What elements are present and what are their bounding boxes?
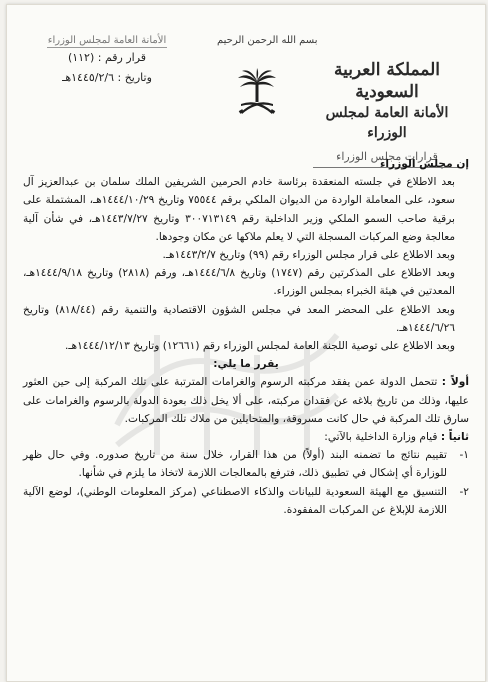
clause-first-text: تتحمل الدولة عمن يفقد مركبته الرسوم والغرامات المترتبة على تلك المركبة إلى حين العثور عليها، وذلك من تاريخ بلاغه عن فقدان مركبته، على ألا يخل ذلك بعودة الدولة بالرسوم والغرامات على سارق تلك المركبة في حال كانت مسروقة، والمتحايلين من ملاك تلك المركبات. (23, 376, 469, 425)
palm-and-swords-icon (217, 68, 297, 120)
paragraph-1: بعد الاطلاع في جلسته المنعقدة برئاسة خادم الحرمين الشريفين الملك سلمان بن عبدالعزيز آل سعود، على المعاملة الواردة من الديوان الملكي برقم ٧٥٥٤٤ وتاريخ ١٤٤٤/١٠/٢٩هـ، المشتملة على برقية صاحب السمو الملكي وزير الداخلية رقم ٣٠٠٧١٣١٤٩ وتاريخ ١٤٤٣/٧/٢٧هـ، في شأن آلية معالجة وضع المركبات المسجلة التي لا يعلم ملاكها عن مكان وجودها. (23, 176, 456, 243)
clause-first-label: أولاً : (441, 376, 469, 389)
letterhead-center (217, 35, 318, 120)
opening-line: إن مجلس الوزراء (379, 158, 469, 170)
list-item (23, 483, 469, 519)
letterhead-left (47, 35, 167, 88)
decision-date: وتاريخ : ١٤٤٥/٢/٦هـ (62, 71, 152, 84)
list-item-text: تقييم نتائج ما تضمنه البند (أولاً) من هذا القرار، خلال سنة من تاريخ صدوره. وفي حال ظهر للوزارة أي إشكال في تطبيق ذلك، فترفع بالمعالجات اللازمة لاتخاذ ما يلزم في شأنها. (23, 449, 447, 480)
decision-number: قرار رقم : (١١٢) (67, 51, 147, 64)
paragraph-2: وبعد الاطلاع على قرار مجلس الوزراء رقم (٩٩) وتاريخ ١٤٤٣/٢/٧هـ. (162, 249, 455, 262)
secretariat-name: الأمانة العامة لمجلس الوزراء (325, 105, 449, 141)
secretariat-faint: الأمانة العامة لمجلس الوزراء (47, 35, 167, 46)
list-item-number: ١- (459, 449, 469, 462)
bismillah: بسم الله الرحمن الرحيم (217, 35, 318, 46)
letterhead-right (307, 59, 467, 168)
list-item (23, 446, 469, 482)
paragraph-3: وبعد الاطلاع على المذكرتين رقم (١٧٤٧) وتاريخ ١٤٤٤/٦/٨هـ، ورقم (٢٨١٨) وتاريخ ١٤٤٤/٩/١٨هـ، المعدتين في هيئة الخبراء بمجلس الوزراء. (23, 267, 455, 298)
decides-heading: يقرر ما يلي: (213, 358, 279, 371)
clause-second (23, 428, 469, 446)
paragraph-5: وبعد الاطلاع على توصية اللجنة العامة لمجلس الوزراء رقم (١٢٦٦١) وتاريخ ١٤٤٤/١٢/١٣هـ. (65, 340, 455, 353)
clause-first (23, 373, 469, 428)
document-body (23, 155, 469, 519)
paragraph-4: وبعد الاطلاع على المحضر المعد في مجلس الشؤون الاقتصادية والتنمية رقم (٨١٨/٤٤) وتاريخ ١٤٤٤/٦/٢٦هـ. (23, 303, 455, 334)
decision-document (6, 4, 486, 682)
list-item-number: ٢- (459, 485, 469, 498)
kingdom-name: المملكة العربية السعودية (333, 60, 441, 102)
list-item-text: التنسيق مع الهيئة السعودية للبيانات والذكاء الاصطناعي (مركز المعلومات الوطني)، لوضع الآلية اللازمة للإبلاغ عن المركبات المفقودة. (23, 485, 447, 516)
clause-second-text: قيام وزارة الداخلية بالآتي: (324, 431, 438, 444)
clause-second-label: ثانياً : (440, 431, 469, 444)
decisions-subtitle: قرارات مجلس الوزراء (336, 150, 438, 163)
